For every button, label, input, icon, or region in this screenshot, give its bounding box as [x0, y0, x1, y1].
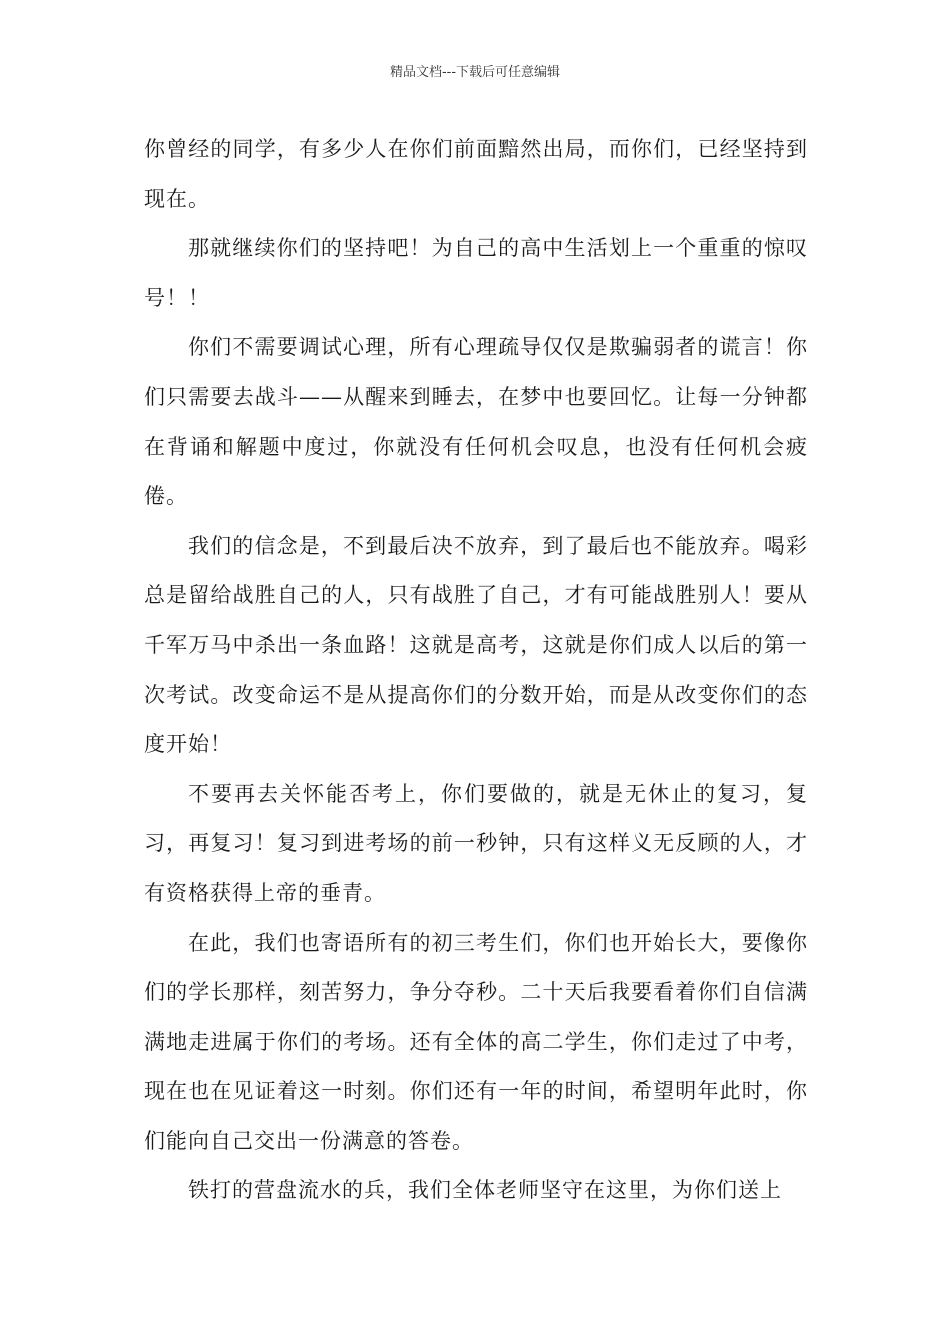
- paragraph-7: 铁打的营盘流水的兵，我们全体老师坚守在这里，为你们送上: [188, 1178, 782, 1203]
- paragraph-1: 你曾经的同学，有多少人在你们前面黯然出局，而你们，已经坚持到现在。: [144, 137, 808, 211]
- paragraph-6: 在此，我们也寄语所有的初三考生们，你们也开始长大，要像你们的学长那样，刻苦努力，争分夺秒。二十天后我要看着你们自信满满地走进属于你们的考场。还有全体的高二学生，你们走过了中考，现在也在见证着这一时刻。你们还有一年的时间，希望明年此时，你们能向自己交出一份满意的答卷。: [144, 930, 808, 1153]
- paragraph-3: 你们不需要调试心理，所有心理疏导仅仅是欺骗弱者的谎言！你们只需要去战斗——从醒来到睡去，在梦中也要回忆。让每一分钟都在背诵和解题中度过，你就没有任何机会叹息，也没有任何机会疲倦。: [144, 335, 808, 509]
- paragraph-2: 那就继续你们的坚持吧！为自己的高中生活划上一个重重的惊叹号！！: [144, 236, 808, 310]
- page-header: 精品文档---下载后可任意编辑: [389, 65, 561, 80]
- paragraph-4: 我们的信念是，不到最后决不放弃，到了最后也不能放弃。喝彩总是留给战胜自己的人，只有战胜了自己，才有可能战胜别人！要从千军万马中杀出一条血路！这就是高考，这就是你们成人以后的第一次考试。改变命运不是从提高你们的分数开始，而是从改变你们的态度开始！: [144, 533, 808, 757]
- document-body: [144, 125, 808, 1216]
- paragraph-5: 不要再去关怀能否考上，你们要做的，就是无休止的复习，复习，再复习！复习到进考场的前一秒钟，只有这样义无反顾的人，才有资格获得上帝的垂青。: [144, 781, 808, 905]
